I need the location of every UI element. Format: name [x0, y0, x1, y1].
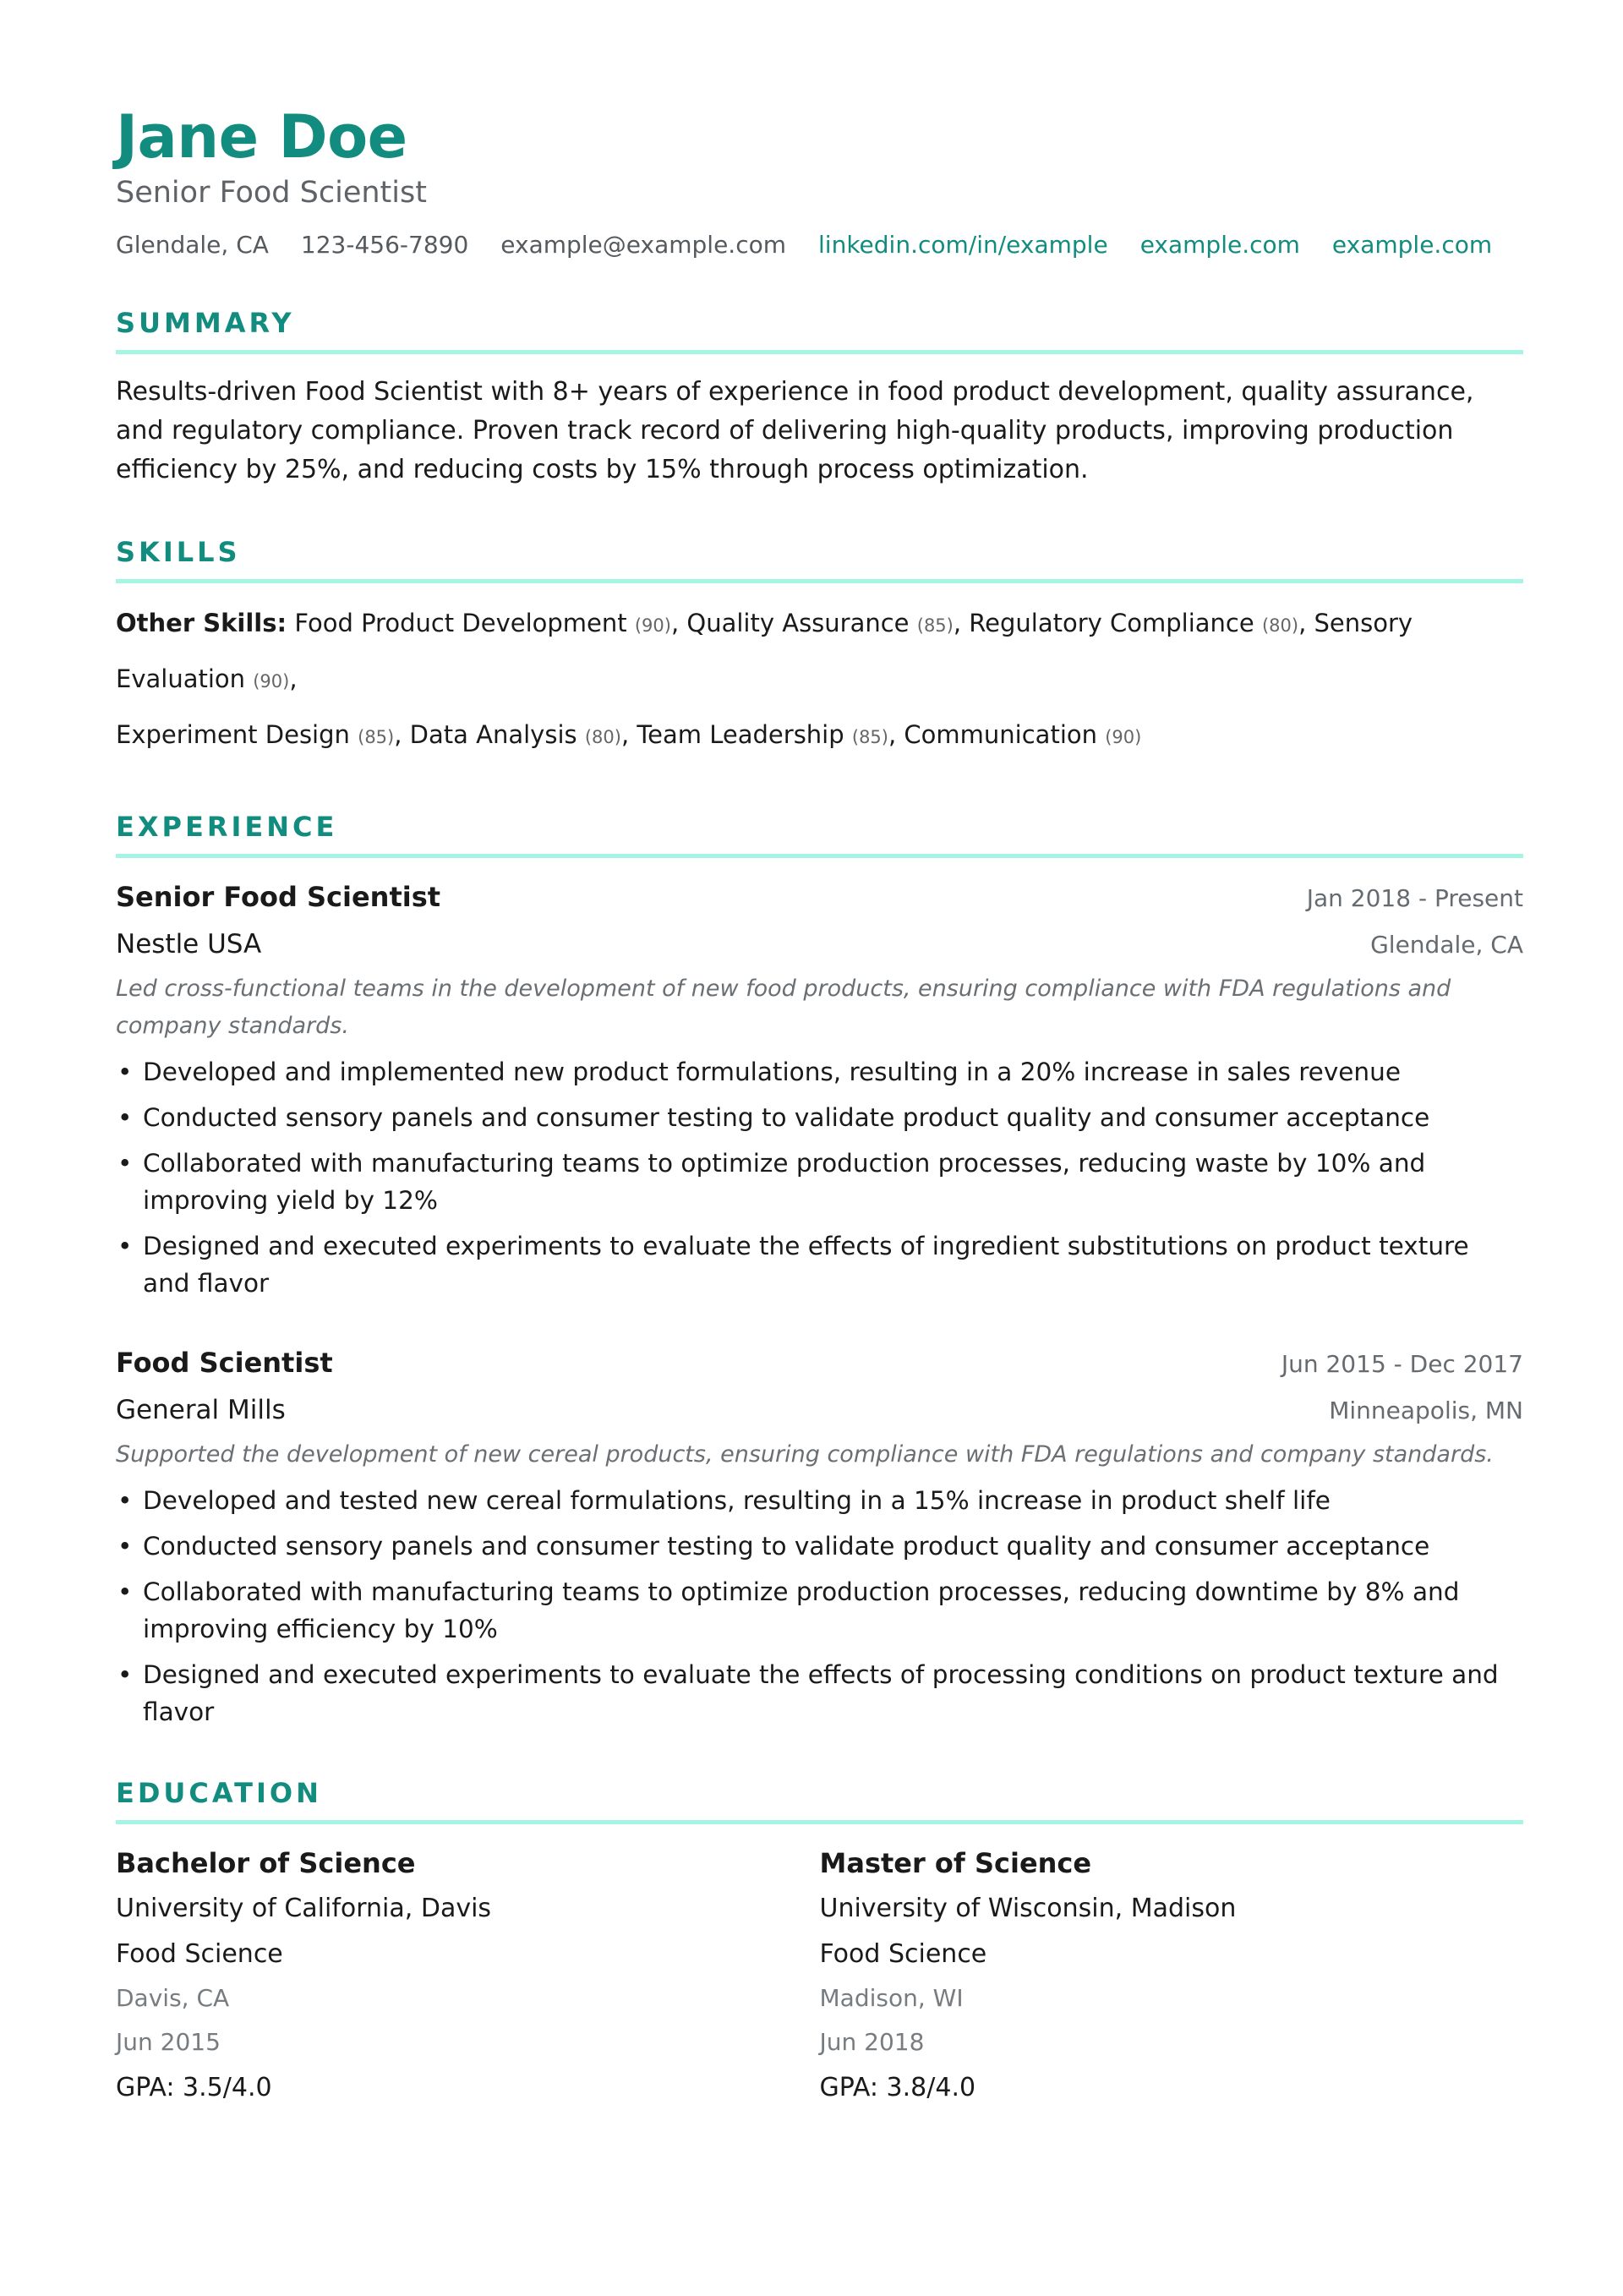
- education-heading: EDUCATION: [116, 1777, 322, 1809]
- edu-location: Madison, WI: [819, 1984, 964, 2012]
- job-bullet: • Developed and tested new cereal formulations, resulting in a 15% increase in product shelf life: [116, 1482, 1523, 1519]
- skill-item: Experiment Design (85),: [116, 720, 402, 749]
- skill-item: Data Analysis (80),: [409, 720, 630, 749]
- edu-location: Davis, CA: [116, 1984, 230, 2012]
- experience-heading: EXPERIENCE: [116, 811, 338, 843]
- candidate-name: Jane Doe: [116, 102, 407, 172]
- section-divider: [116, 350, 1523, 354]
- job-location: Glendale, CA: [1370, 931, 1523, 959]
- contact-email: example@example.com: [500, 231, 787, 259]
- experience-section: [116, 810, 1523, 1730]
- skill-item: Communication (90): [904, 720, 1142, 749]
- job-title: Senior Food Scientist: [116, 881, 441, 913]
- edu-degree: Bachelor of Science: [116, 1847, 416, 1879]
- skill-level: (90): [253, 671, 290, 692]
- section-divider: [116, 579, 1523, 583]
- job-entry: [116, 1344, 1523, 1730]
- job-title: Food Scientist: [116, 1347, 333, 1379]
- skill-level: (80): [1261, 615, 1299, 636]
- edu-gpa: GPA: 3.5/4.0: [116, 2073, 272, 2102]
- resume-header: [116, 101, 1523, 260]
- contact-phone: 123-456-7890: [300, 231, 469, 259]
- job-dates: Jan 2018 - Present: [1306, 884, 1523, 912]
- job-entry: [116, 878, 1523, 1302]
- job-bullet: • Designed and executed experiments to evaluate the effects of ingredient substitutions on product texture and flavor: [116, 1227, 1523, 1302]
- candidate-title: Senior Food Scientist: [116, 176, 427, 210]
- skill-level: (80): [584, 727, 621, 747]
- job-bullets: [116, 1053, 1523, 1302]
- job-location: Minneapolis, MN: [1329, 1397, 1523, 1424]
- summary-heading: SUMMARY: [116, 307, 295, 339]
- section-divider: [116, 1820, 1523, 1824]
- section-divider: [116, 854, 1523, 858]
- job-description: Supported the development of new cereal products, ensuring compliance with FDA regulations and company standards.: [116, 1441, 1494, 1468]
- edu-degree: Master of Science: [819, 1847, 1092, 1879]
- skill-item: Food Product Development (90),: [294, 609, 680, 637]
- contact-website-link[interactable]: example.com: [1139, 231, 1300, 259]
- contact-location: Glendale, CA: [116, 231, 269, 259]
- skill-level: (90): [1105, 727, 1142, 747]
- skill-level: (90): [634, 615, 671, 636]
- edu-school: University of Wisconsin, Madison: [819, 1894, 1237, 1923]
- skills-section: [116, 535, 1523, 764]
- edu-field: Food Science: [819, 1939, 987, 1969]
- job-bullet: • Collaborated with manufacturing teams to optimize production processes, reducing downtime by 8% and improving efficiency by 10%: [116, 1573, 1523, 1648]
- job-bullet: • Developed and implemented new product formulations, resulting in a 20% increase in sales revenue: [116, 1053, 1523, 1091]
- job-dates: Jun 2015 - Dec 2017: [1281, 1350, 1523, 1378]
- skill-item: Team Leadership (85),: [637, 720, 897, 749]
- job-bullet: • Conducted sensory panels and consumer testing to validate product quality and consumer acceptance: [116, 1528, 1523, 1565]
- skills-list: [116, 597, 1523, 764]
- job-company: General Mills: [116, 1395, 286, 1425]
- summary-text: Results-driven Food Scientist with 8+ years of experience in food product development, quality assurance, and regulatory compliance. Proven track record of delivering high-quality products, improving production efficiency by 25%, and reducing costs by 15% through process optimization.: [116, 377, 1474, 484]
- contact-linkedin-link[interactable]: linkedin.com/in/example: [818, 231, 1108, 259]
- education-grid: [116, 1845, 1523, 2107]
- job-bullet: • Conducted sensory panels and consumer testing to validate product quality and consumer acceptance: [116, 1099, 1523, 1136]
- job-bullet: • Collaborated with manufacturing teams to optimize production processes, reducing waste by 10% and improving yield by 12%: [116, 1145, 1523, 1219]
- job-bullets: [116, 1482, 1523, 1730]
- job-description: Led cross-functional teams in the development of new food products, ensuring compliance with FDA regulations and company standards.: [116, 976, 1451, 1039]
- education-section: [116, 1776, 1523, 2107]
- skill-item: Regulatory Compliance (80),: [969, 609, 1307, 637]
- skill-level: (85): [851, 727, 888, 747]
- contact-website-link-2[interactable]: example.com: [1331, 231, 1493, 259]
- edu-school: University of California, Davis: [116, 1894, 492, 1923]
- skill-level: (85): [358, 727, 395, 747]
- skills-heading: SKILLS: [116, 536, 241, 568]
- edu-field: Food Science: [116, 1939, 283, 1969]
- edu-date: Jun 2018: [819, 2028, 925, 2056]
- summary-section: [116, 306, 1523, 489]
- job-company: Nestle USA: [116, 929, 262, 959]
- education-entry: [116, 1845, 820, 2107]
- edu-date: Jun 2015: [116, 2028, 221, 2056]
- contact-row: [116, 230, 1523, 260]
- job-bullet: • Designed and executed experiments to evaluate the effects of processing conditions on product texture and flavor: [116, 1656, 1523, 1730]
- skill-level: (85): [916, 615, 954, 636]
- edu-gpa: GPA: 3.8/4.0: [819, 2073, 976, 2102]
- education-entry: [820, 1845, 1524, 2107]
- skill-item: Sensory Evaluation (90),: [116, 609, 1413, 693]
- skills-label: Other Skills:: [116, 609, 287, 637]
- skill-item: Quality Assurance (85),: [686, 609, 962, 637]
